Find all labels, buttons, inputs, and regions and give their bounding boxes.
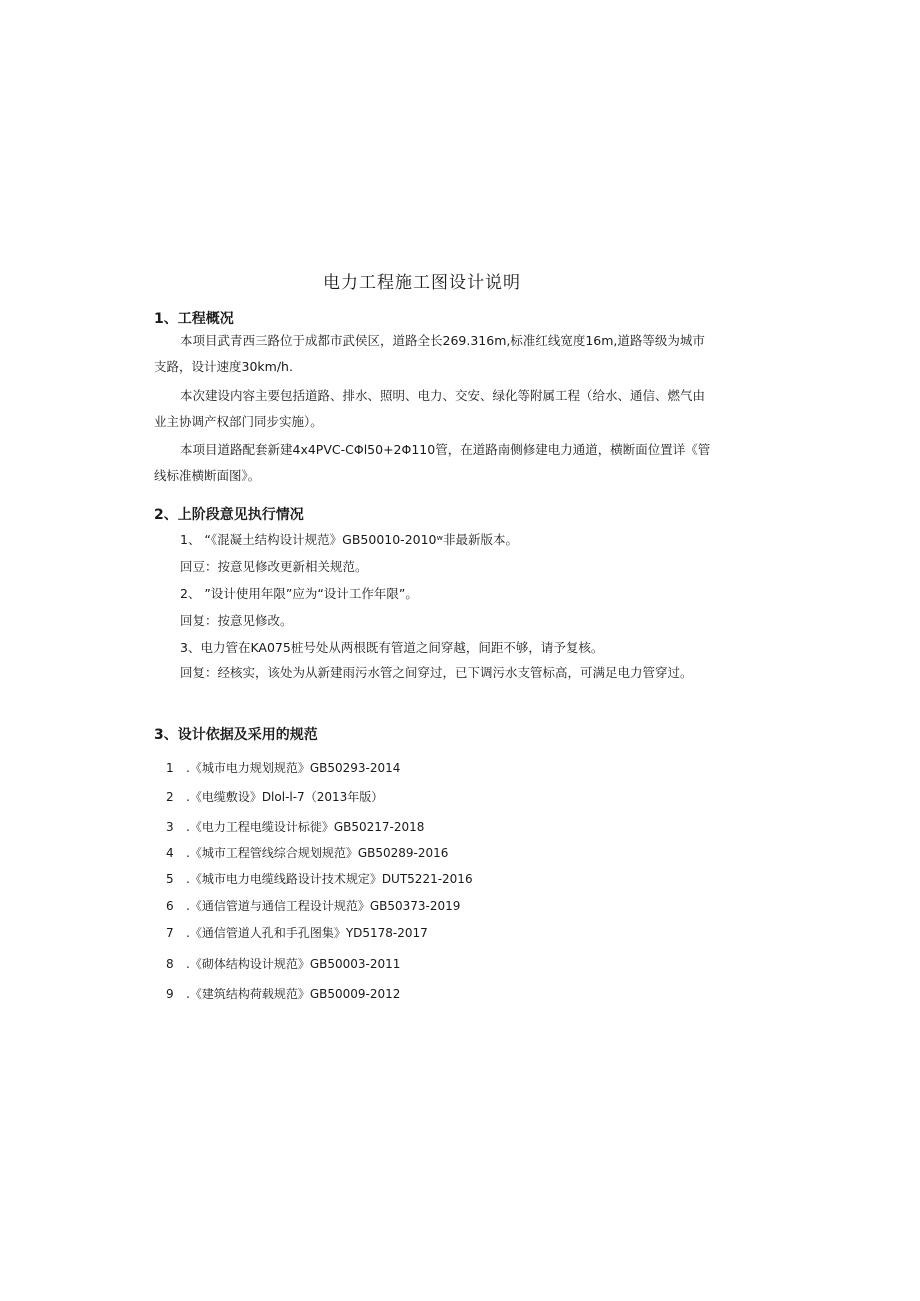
reply-item-2: 回复：按意见修改。 bbox=[180, 613, 293, 628]
reference-number: 7 bbox=[166, 926, 174, 940]
paragraph-power-conduit: 本项目道路配套新建4x4PVC-CΦl50+2Φ110管，在道路南侧修建电力通道，横断面位置详《管线标准横断面图》。 bbox=[154, 442, 711, 483]
reference-number: 6 bbox=[166, 899, 174, 913]
reference-item bbox=[166, 955, 400, 972]
reference-item bbox=[166, 897, 460, 914]
reply-item-1: 回豆：按意见修改更新相关规范。 bbox=[180, 559, 368, 574]
reference-item bbox=[166, 788, 383, 805]
reference-text: .《城市工程管线综合规划规范》GB50289-2016 bbox=[186, 846, 449, 860]
opinion-item-3: 3、电力管在KA075桩号处从两根既有管道之间穿越，间距不够，请予复核。 bbox=[180, 640, 604, 655]
reference-text: .《城市电力电缆线路设计技术规定》DUT5221-2016 bbox=[186, 872, 473, 886]
reference-item bbox=[166, 985, 400, 1002]
reference-item bbox=[166, 924, 428, 941]
reference-text: .《城市电力规划规范》GB50293-2014 bbox=[186, 761, 401, 775]
reference-text: .《通信管道人孔和手孔图集》YD5178-2017 bbox=[186, 926, 428, 940]
paragraph-construction-scope: 本次建设内容主要包括道路、排水、照明、电力、交安、绿化等附属工程（给水、通信、燃气由业主协调产权部门同步实施）。 bbox=[154, 388, 706, 429]
reference-number: 4 bbox=[166, 846, 174, 860]
reference-number: 2 bbox=[166, 790, 174, 804]
opinion-item-2: 2、 ”设计使用年限”应为“设计工作年限”。 bbox=[180, 586, 418, 601]
opinion-item-1: 1、 “《混凝土结构设计规范》GB50010-2010ʷ非最新版本。 bbox=[180, 532, 518, 547]
reference-number: 1 bbox=[166, 761, 174, 775]
reference-text: .《建筑结构荷载规范》GB50009-2012 bbox=[186, 987, 401, 1001]
reference-number: 9 bbox=[166, 987, 174, 1001]
reference-number: 3 bbox=[166, 820, 174, 834]
reference-number: 8 bbox=[166, 957, 174, 971]
reference-item bbox=[166, 759, 400, 776]
reply-item-3: 回复：经核实，该处为从新建雨污水管之间穿过，已下调污水支管标高，可满足电力管穿过。 bbox=[180, 665, 693, 680]
page-title: 电力工程施工图设计说明 bbox=[323, 273, 521, 293]
reference-text: .《砌体结构设计规范》GB50003-2011 bbox=[186, 957, 401, 971]
section-heading-previous-opinions: 2、上阶段意见执行情况 bbox=[154, 507, 304, 523]
section-heading-design-basis: 3、设计依据及采用的规范 bbox=[154, 727, 318, 743]
reference-item bbox=[166, 870, 473, 887]
section-heading-overview: 1、工程概况 bbox=[154, 311, 234, 327]
reference-text: .《通信管道与通信工程设计规范》GB50373-2019 bbox=[186, 899, 461, 913]
reference-text: .《电力工程电缆设计标徙》GB50217-2018 bbox=[186, 820, 425, 834]
reference-text: .《电缆敷设》Dlol-l-7（2013年版） bbox=[186, 790, 384, 804]
paragraph-road-description: 本项目武青西三路位于成都市武侯区，道路全长269.316m,标准红线宽度16m,道路等级为城市支路，设计速度30km∕h. bbox=[154, 333, 705, 374]
reference-item bbox=[166, 844, 448, 861]
reference-number: 5 bbox=[166, 872, 174, 886]
reference-item bbox=[166, 818, 424, 835]
